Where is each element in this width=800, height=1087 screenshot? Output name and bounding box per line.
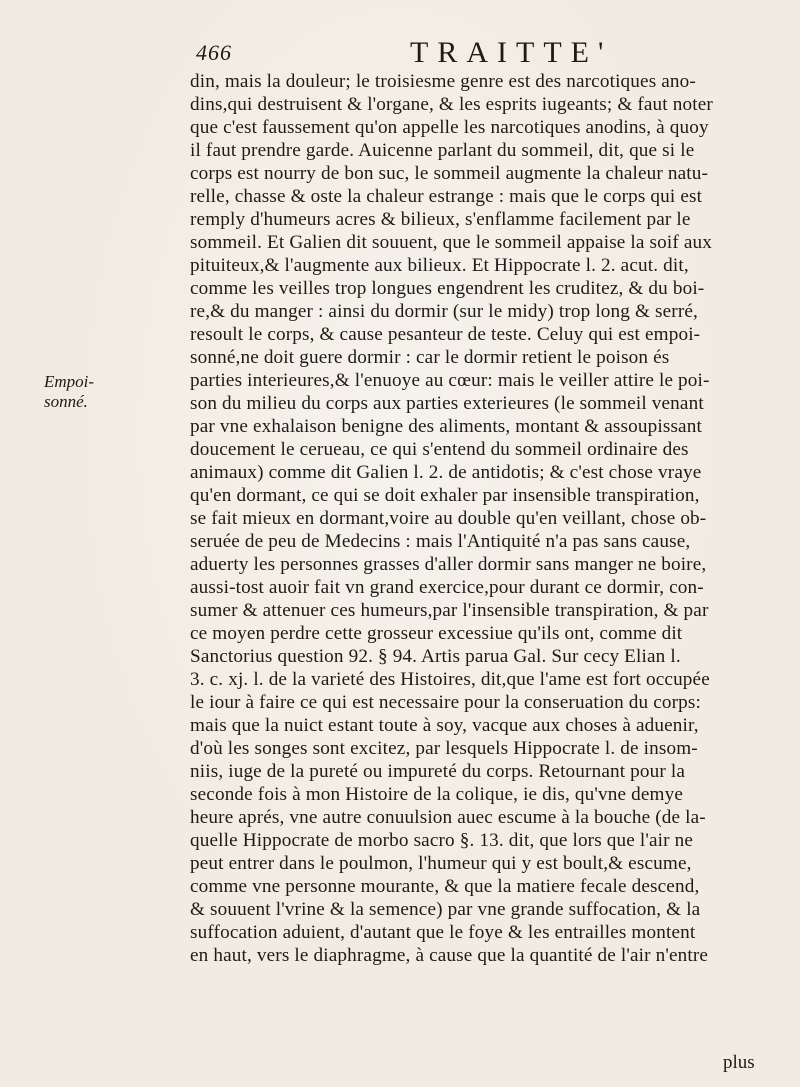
text-line: pituiteux,& l'augmente aux bilieux. Et Hippocrate l. 2. acut. dit, xyxy=(190,255,689,276)
body-text xyxy=(190,70,780,967)
text-line: mais que la nuict estant toute à soy, vacque aux choses à aduenir, xyxy=(190,715,699,736)
text-line: & souuent l'vrine & la semence) par vne grande suffocation, & la xyxy=(190,899,701,920)
text-line: il faut prendre garde. Auicenne parlant du sommeil, dit, que si le xyxy=(190,140,695,161)
text-line: quelle Hippocrate de morbo sacro §. 13. dit, que lors que l'air ne xyxy=(190,830,694,851)
margin-note-line: Empoi- xyxy=(44,372,95,391)
text-line: qu'en dormant, ce qui se doit exhaler par insensible transpiration, xyxy=(190,485,700,506)
text-line: d'où les songes sont excitez, par lesquels Hippocrate l. de insom- xyxy=(190,738,698,759)
text-line: aussi-tost auoir fait vn grand exercice,pour durant ce dormir, con- xyxy=(190,577,704,598)
text-line: peut entrer dans le poulmon, l'humeur qui y est boult,& escume, xyxy=(190,853,692,874)
page-header xyxy=(196,34,756,70)
text-line: son du milieu du corps aux parties exterieures (le sommeil venant xyxy=(190,393,704,414)
text-line: le iour à faire ce qui est necessaire pour la conseruation du corps: xyxy=(190,692,702,713)
running-title: TRAITTE' xyxy=(410,36,613,69)
text-line: comme les veilles trop longues engendrent les cruditez, & du boi- xyxy=(190,278,705,299)
text-line: seruée de peu de Medecins : mais l'Antiquité n'a pas sans cause, xyxy=(190,531,691,552)
margin-note xyxy=(44,372,104,412)
text-line: doucement le cerueau, ce qui s'entend du sommeil ordinaire des xyxy=(190,439,689,460)
text-line: aduerty les personnes grasses d'aller dormir sans manger ne boire, xyxy=(190,554,707,575)
text-line: dins,qui destruisent & l'organe, & les esprits iugeants; & faut noter xyxy=(190,94,713,115)
text-line: sumer & attenuer ces humeurs,par l'insensible transpiration, & par xyxy=(190,600,709,621)
text-line: resoult le corps, & cause pesanteur de teste. Celuy qui est empoi- xyxy=(190,324,701,345)
margin-note-line: sonné. xyxy=(44,392,88,411)
text-line: Sanctorius question 92. § 94. Artis parua Gal. Sur cecy Elian l. xyxy=(190,646,681,667)
text-line: relle, chasse & oste la chaleur estrange : mais que le corps qui est xyxy=(190,186,703,207)
text-line: re,& du manger : ainsi du dormir (sur le midy) trop long & serré, xyxy=(190,301,698,322)
text-line: animaux) comme dit Galien l. 2. de antidotis; & c'est chose vraye xyxy=(190,462,702,483)
text-line: heure aprés, vne autre conuulsion auec escume à la bouche (de la- xyxy=(190,807,706,828)
text-line: ce moyen perdre cette grosseur excessiue qu'ils ont, comme dit xyxy=(190,623,683,644)
text-line: corps est nourry de bon suc, le sommeil augmente la chaleur natu- xyxy=(190,163,709,184)
text-line: seconde fois à mon Histoire de la colique, ie dis, qu'vne demye xyxy=(190,784,683,805)
text-line: sommeil. Et Galien dit souuent, que le sommeil appaise la soif aux xyxy=(190,232,712,253)
text-line: par vne exhalaison benigne des aliments, montant & assoupissant xyxy=(190,416,702,437)
text-line: niis, iuge de la pureté ou impureté du corps. Retournant pour la xyxy=(190,761,686,782)
text-line: suffocation aduient, d'autant que le foye & les entrailles montent xyxy=(190,922,696,943)
text-line: en haut, vers le diaphragme, à cause que la quantité de l'air n'entre xyxy=(190,945,709,966)
text-line: remply d'humeurs acres & bilieux, s'enflamme facilement par le xyxy=(190,209,691,230)
catchword: plus xyxy=(723,1052,755,1073)
text-line: comme vne personne mourante, & que la matiere fecale descend, xyxy=(190,876,700,897)
text-line: que c'est faussement qu'on appelle les narcotiques anodins, à quoy xyxy=(190,117,709,138)
text-line: din, mais la douleur; le troisiesme genre est des narcotiques ano- xyxy=(190,71,696,92)
page-number: 466 xyxy=(196,40,232,65)
text-line: 3. c. xj. l. de la varieté des Histoires, dit,que l'ame est fort occupée xyxy=(190,669,710,690)
text-line: se fait mieux en dormant,voire au double qu'en veillant, chose ob- xyxy=(190,508,707,529)
text-line: sonné,ne doit guere dormir : car le dormir retient le poison és xyxy=(190,347,670,368)
text-line: parties interieures,& l'enuoye au cœur: mais le veiller attire le poi- xyxy=(190,370,710,391)
